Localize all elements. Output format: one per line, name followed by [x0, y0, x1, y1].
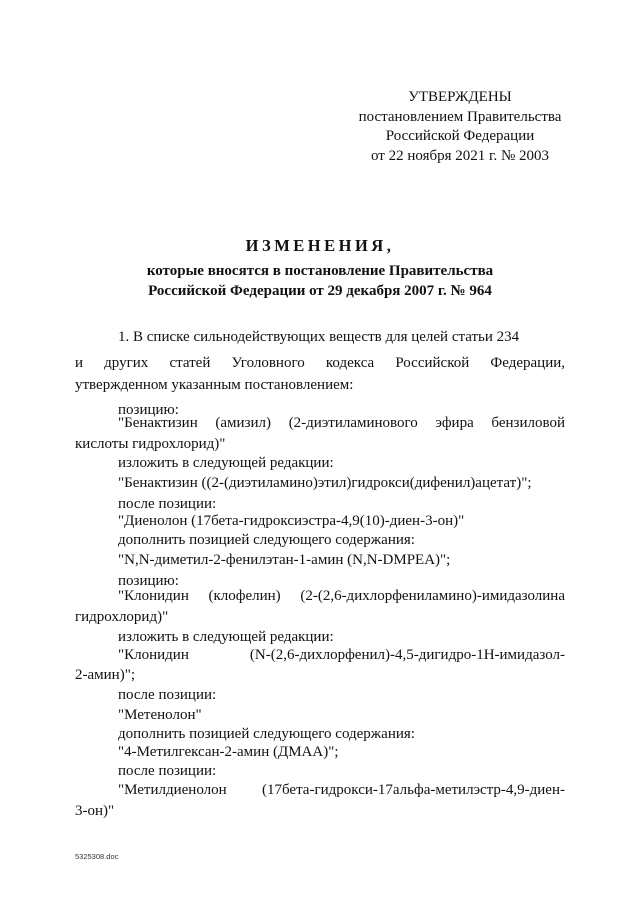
word: "Клонидин — [118, 588, 189, 604]
paragraph-line: "Бенактизин ((2-(диэтиламино)этил)гидрокси(дифенил)ацетат)"; — [118, 475, 532, 491]
subtitle-line: Российской Федерации от 29 декабря 2007 г. № 964 — [148, 282, 492, 299]
paragraph-line-justified — [118, 413, 565, 433]
word: эфира — [435, 415, 474, 431]
paragraph-line: позицию: — [118, 573, 179, 589]
word: "Клонидин — [118, 647, 189, 663]
word: статей — [169, 355, 211, 371]
paragraph-line: изложить в следующей редакции: — [118, 629, 334, 645]
document-subtitle — [60, 262, 580, 301]
subtitle-line: которые вносятся в постановление Правительства — [146, 263, 494, 279]
paragraph-line: после позиции: — [118, 763, 217, 779]
approval-block — [330, 88, 590, 166]
paragraph-line: 2-амин)"; — [75, 667, 135, 683]
word: (2-(2,6-дихлорфениламино)-имидазолина — [300, 588, 565, 604]
word: (амизил) — [215, 415, 272, 431]
paragraph-line-justified — [75, 353, 565, 373]
paragraph-line: "N,N-диметил-2-фенилэтан-1-амин (N,N-DMPEA)"; — [118, 552, 451, 568]
paragraph-line: утвержденном указанным постановлением: — [75, 377, 354, 393]
paragraph-line: после позиции: — [118, 687, 217, 703]
paragraph-line: изложить в следующей редакции: — [118, 455, 334, 471]
word: (N-(2,6-дихлорфенил)-4,5-дигидро-1Н-имидазол- — [249, 647, 565, 663]
paragraph-line: кислоты гидрохлорид)" — [75, 436, 226, 452]
paragraph-line: 1. В списке сильнодействующих веществ для целей статьи 234 — [118, 329, 520, 345]
paragraph-line: после позиции: — [118, 496, 217, 512]
word: других — [104, 355, 149, 371]
approval-line: Российской Федерации — [385, 128, 535, 144]
word: (17бета-гидрокси-17альфа-метилэстр-4,9-диен- — [261, 782, 565, 798]
word: Федерации, — [490, 355, 565, 371]
word: Российской — [395, 355, 470, 371]
paragraph-line: дополнить позицией следующего содержания: — [118, 532, 415, 548]
word: кодекса — [325, 355, 375, 371]
word: Уголовного — [231, 355, 305, 371]
approval-line: постановлением Правительства — [358, 108, 562, 125]
paragraph-line: гидрохлорид)" — [75, 609, 169, 625]
paragraph-line-justified — [118, 645, 565, 665]
word: (2-диэтиламинового — [288, 415, 418, 431]
approval-heading: УТВЕРЖДЕНЫ — [408, 89, 512, 105]
approval-line: от 22 ноября 2021 г. № 2003 — [370, 147, 550, 164]
word: бензиловой — [491, 415, 565, 431]
word: (клофелин) — [208, 588, 281, 604]
paragraph-line: "Метенолон" — [118, 707, 202, 723]
word: и — [75, 355, 84, 371]
paragraph-line: 3-он)" — [75, 803, 115, 819]
paragraph-line: "4-Метилгексан-2-амин (ДМАА)"; — [118, 744, 339, 760]
word: "Метилдиенолон — [118, 782, 227, 798]
word: "Бенактизин — [118, 415, 198, 431]
paragraph-line: позицию: — [118, 402, 179, 418]
paragraph-line: дополнить позицией следующего содержания: — [118, 726, 415, 742]
paragraph-line: "Диенолон (17бета-гидроксиэстра-4,9(10)-диен-3-он)" — [118, 513, 465, 529]
document-title: ИЗМЕНЕНИЯ, — [245, 236, 395, 255]
file-name-footer: 5325308.doc — [75, 852, 119, 861]
paragraph-line-justified — [118, 780, 565, 800]
paragraph-line-justified — [118, 586, 565, 606]
